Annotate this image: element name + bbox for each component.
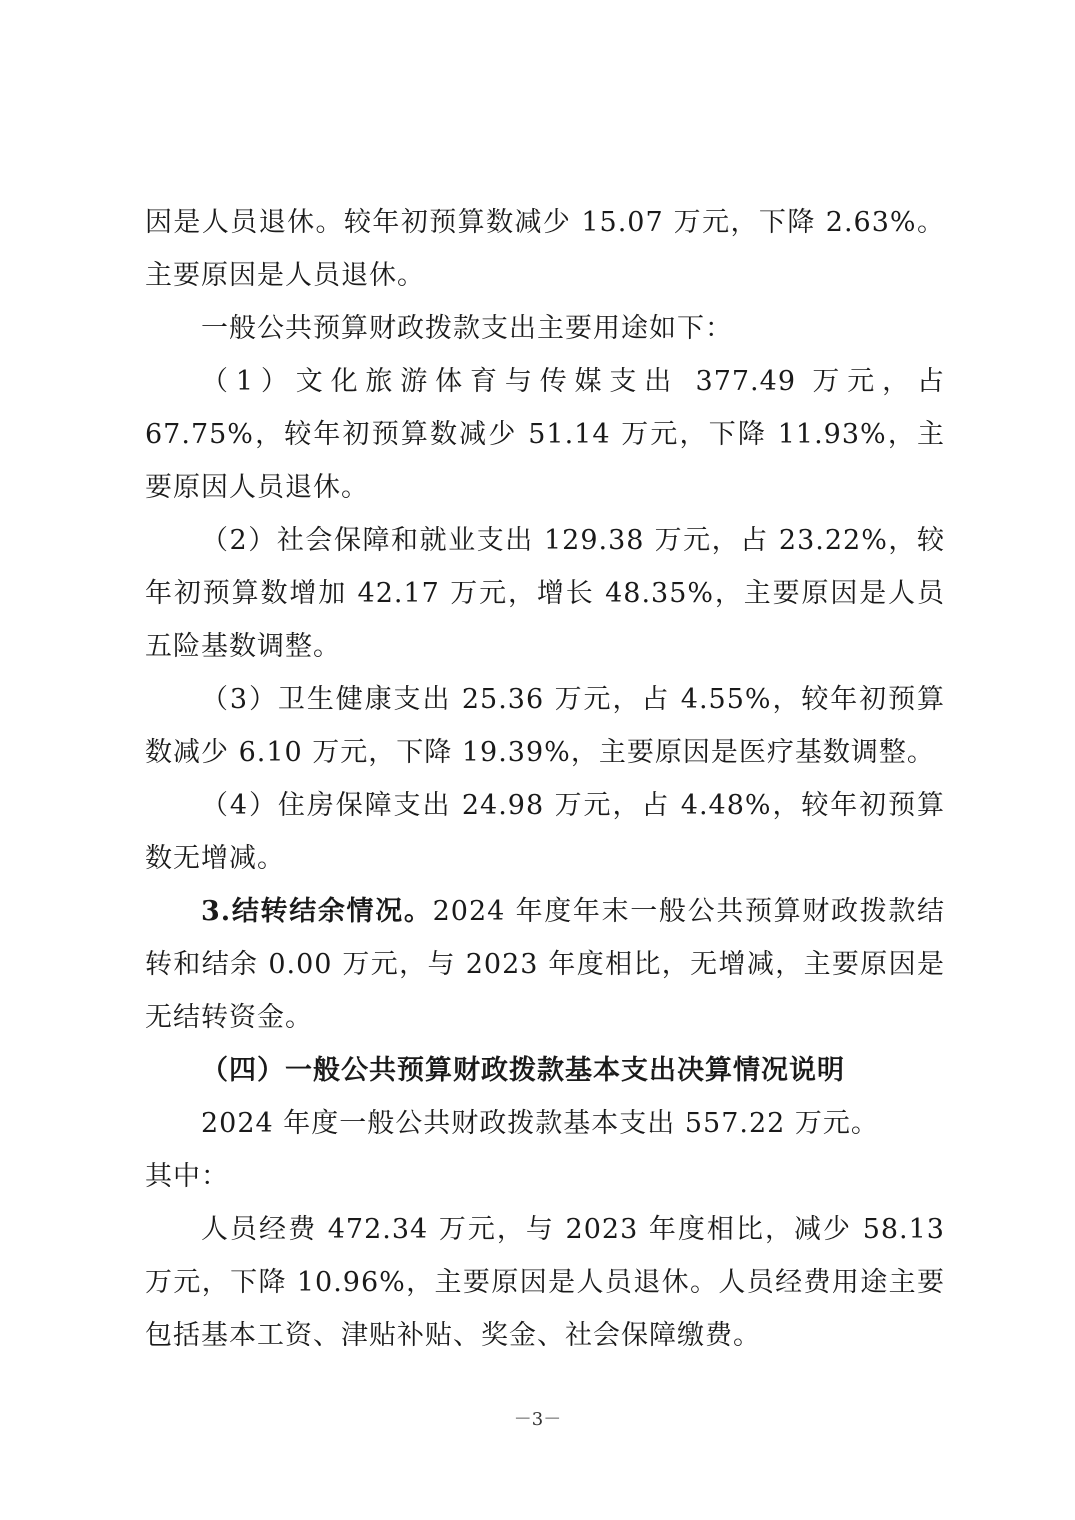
paragraph-among-which: 其中：: [145, 1161, 229, 1192]
paragraph-personnel-expense: 人员经费 472.34 万元，与 2023 年度相比，减少 58.13 万元，下降 10.96%，主要原因是人员退休。人员经费用途主要包括基本工资、津贴补贴、奖金、社会保障缴费。: [145, 1214, 945, 1351]
paragraph-item-4: （4）住房保障支出 24.98 万元，占 4.48%，较年初预算数无增减。: [145, 790, 945, 874]
page-number: －3－: [513, 1409, 562, 1430]
carryover-text: 2024 年度年末一般公共预算财政拨款结转和结余 0.00 万元，与 2023 年度相比，无增减，主要原因是无结转资金。: [145, 896, 946, 1033]
paragraph-basic-expenditure: 2024 年度一般公共财政拨款基本支出 557.22 万元。: [201, 1108, 879, 1139]
paragraph-continuation: 因是人员退休。较年初预算数减少 15.07 万元，下降 2.63%。主要原因是人员退休。: [145, 207, 945, 291]
paragraph-carryover: [145, 885, 945, 1044]
paragraph-item-2: （2）社会保障和就业支出 129.38 万元，占 23.22%，较年初预算数增加 42.17 万元，增长 48.35%，主要原因是人员五险基数调整。: [145, 525, 945, 662]
document-body: [145, 196, 945, 1362]
section-heading-4: （四）一般公共预算财政拨款基本支出决算情况说明: [201, 1055, 845, 1086]
paragraph-usage-intro: 一般公共预算财政拨款支出主要用途如下：: [201, 313, 733, 344]
carryover-heading: 3.结转结余情况。: [201, 896, 433, 927]
paragraph-item-3: （3）卫生健康支出 25.36 万元，占 4.55%，较年初预算数减少 6.10 万元，下降 19.39%，主要原因是医疗基数调整。: [145, 684, 945, 768]
paragraph-item-1: （1）文化旅游体育与传媒支出 377.49 万元，占 67.75%，较年初预算数减少 51.14 万元，下降 11.93%，主要原因人员退休。: [145, 366, 945, 503]
